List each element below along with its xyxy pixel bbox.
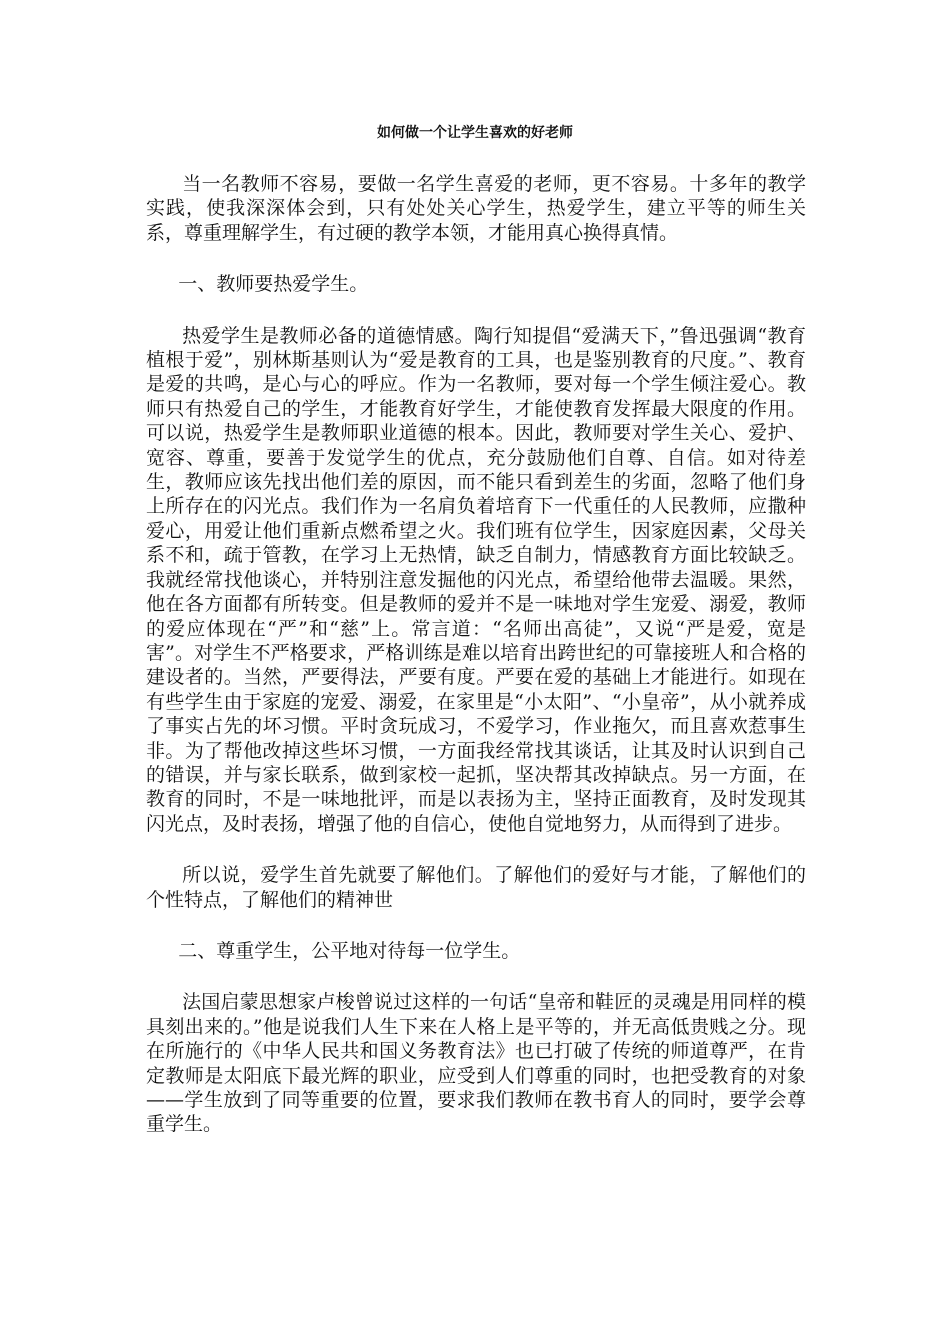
section-heading-1: 一、教师要热爱学生。 [178,273,369,296]
document-title: 如何做一个让学生喜欢的好老师 [377,125,573,141]
section-1-summary-paragraph: 所以说，爱学生首先就要了解他们。了解他们的爱好与才能，了解他们的个性特点，了解他们的精神世 [146,864,806,911]
section-2-paragraph: 法国启蒙思想家卢梭曾说过这样的一句话“皇帝和鞋匠的灵魂是用同样的模具刻出来的。”他是说我们人生下来在人格上是平等的，并无高低贵贱之分。现在所施行的《中华人民共和国义务教育法》也已打破了传统的师道尊严，在肯定教师是太阳底下最光辉的职业，应受到人们尊重的同时，也把受教育的对象——学生放到了同等重要的位置，要求我们教师在教书育人的同时，要学会尊重学生。 [146,991,806,1136]
document-body [146,172,806,1164]
intro-paragraph: 当一名教师不容易，要做一名学生喜爱的老师，更不容易。十多年的教学实践，使我深深体会到，只有处处关心学生，热爱学生，建立平等的师生关系，尊重理解学生，有过硬的教学本领，才能用真心换得真情。 [146,173,806,244]
section-1-paragraph: 热爱学生是教师必备的道德情感。陶行知提倡“爱满天下，”鲁迅强调“教育植根于爱”，别林斯基则认为“爱是教育的工具，也是鉴别教育的尺度。”、教育是爱的共鸣，是心与心的呼应。作为一名教师，要对每一个学生倾注爱心。教师只有热爱自己的学生，才能教育好学生，才能使教育发挥最大限度的作用。可以说，热爱学生是教师职业道德的根本。因此，教师要对学生关心、爱护、宽容、尊重，要善于发觉学生的优点，充分鼓励他们自尊、自信。如对待差生，教师应该先找出他们差的原因，而不能只看到差生的劣面，忽略了他们身上所存在的闪光点。我们作为一名肩负着培育下一代重任的人民教师，应撒种爱心，用爱让他们重新点燃希望之火。我们班有位学生，因家庭因素，父母关系不和，疏于管教，在学习上无热情，缺乏自制力，情感教育方面比较缺乏。我就经常找他谈心，并特别注意发掘他的闪光点，希望给他带去温暖。果然，他在各方面都有所转变。但是教师的爱并不是一味地对学生宠爱、溺爱，教师的爱应体现在“严”和“慈”上。常言道：“名师出高徒”，又说“严是爱，宽是害”。对学生不严格要求，严格训练是难以培育出跨世纪的可靠接班人和合格的建设者的。当然，严要得法，严要有度。严要在爱的基础上才能进行。如现在有些学生由于家庭的宠爱、溺爱，在家里是“小太阳”、“小皇帝”，从小就养成了事实占先的坏习惯。平时贪玩成习，不爱学习，作业拖欠，而且喜欢惹事生非。为了帮他改掉这些坏习惯，一方面我经常找其谈话，让其及时认识到自己的错误，并与家长联系，做到家校一起抓，坚决帮其改掉缺点。另一方面，在教育的同时，不是一味地批评，而是以表扬为主，坚持正面教育，及时发现其闪光点，及时表扬，增强了他的自信心，使他自觉地努力，从而得到了进步。 [146,324,806,835]
section-heading-2: 二、尊重学生，公平地对待每一位学生。 [178,939,521,962]
